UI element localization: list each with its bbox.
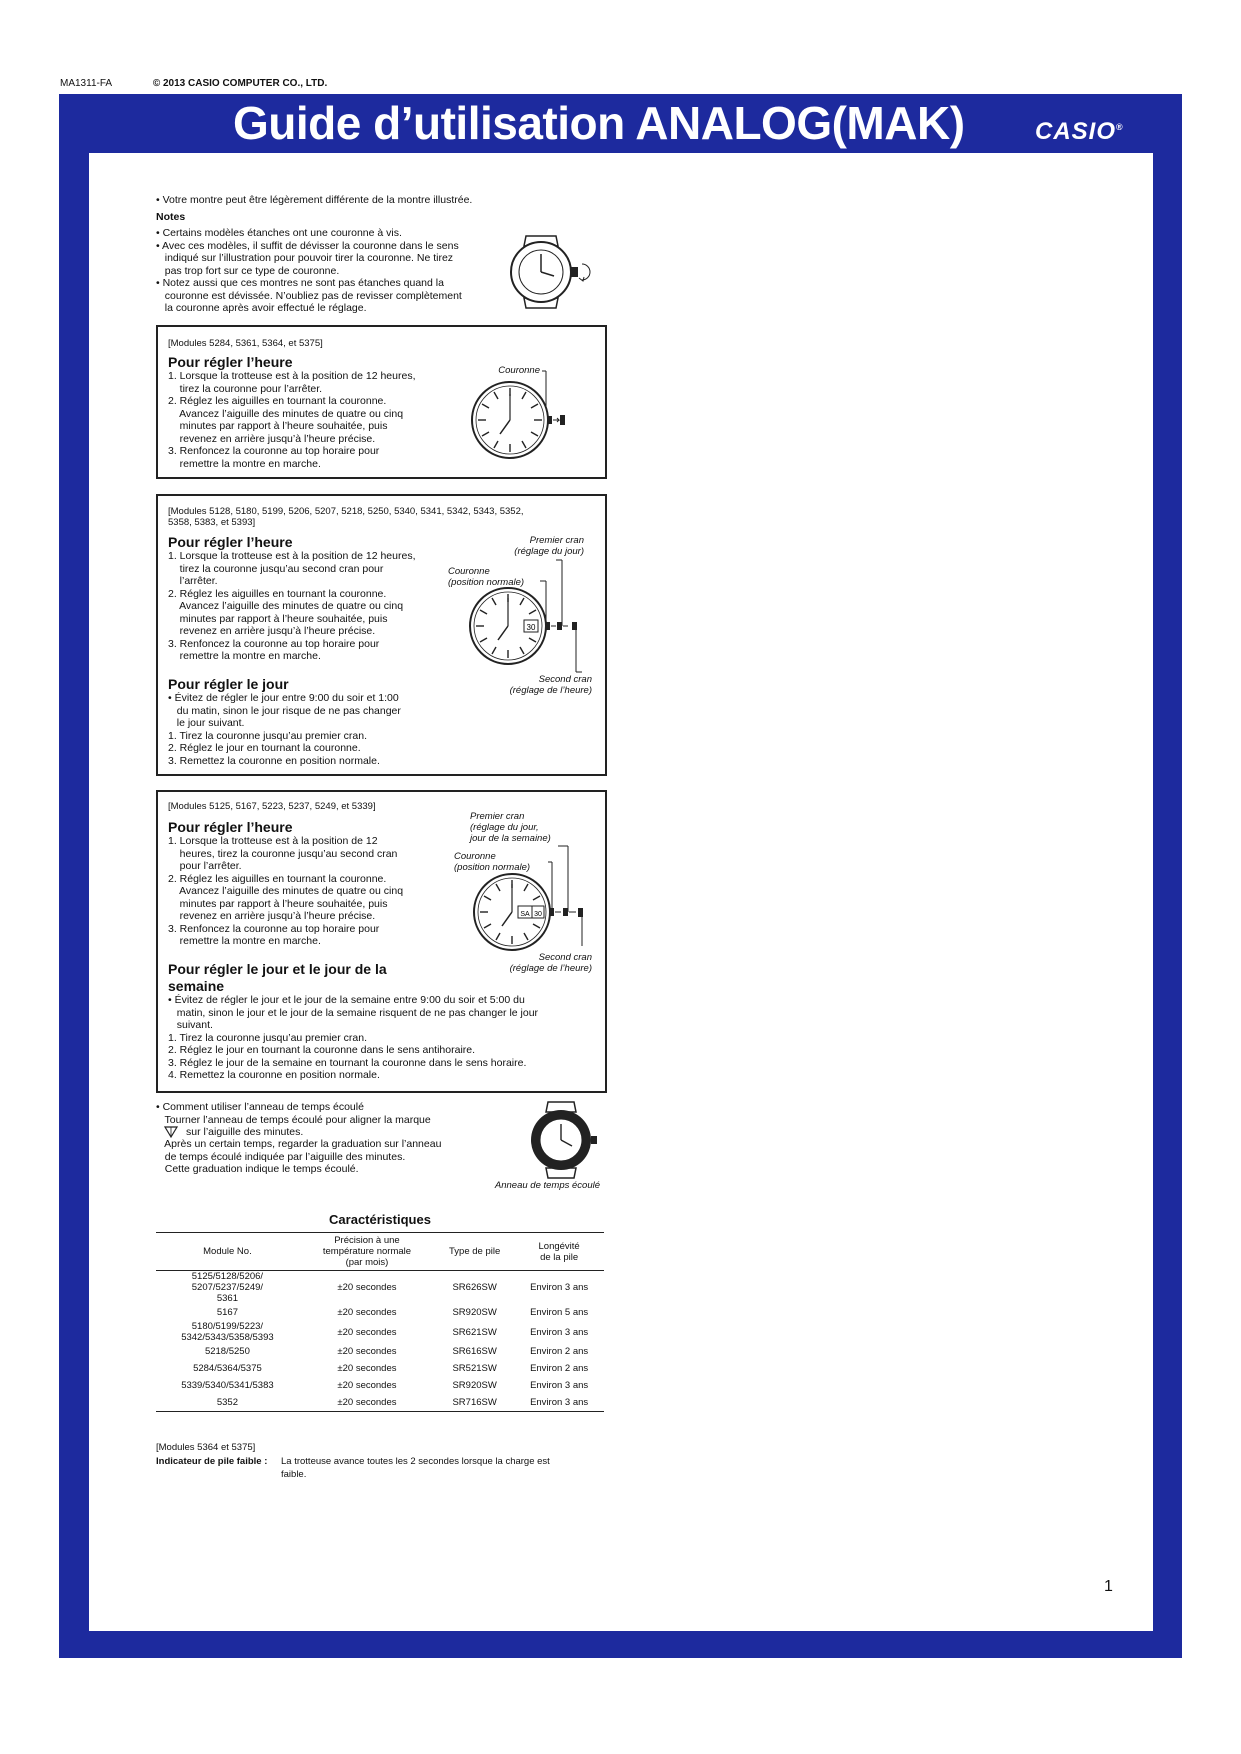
specs-cell: 5180/5199/5223/ 5342/5343/5358/5393 [181, 1321, 274, 1343]
box2-watch-illustration [468, 560, 598, 680]
box2-label-second: Second cran (réglage de l’heure) [509, 674, 592, 696]
specs-row [156, 1377, 604, 1394]
box3-label-second: Second cran (réglage de l’heure) [509, 952, 592, 974]
page-title: Guide d’utilisation ANALOG(MAK) [233, 97, 965, 149]
specs-table [156, 1232, 604, 1412]
bezel-caption: Anneau de temps écoulé [494, 1180, 600, 1191]
specs-row [156, 1304, 604, 1321]
specs-cell: Environ 2 ans [530, 1363, 589, 1374]
box1-watch-illustration [470, 370, 580, 470]
specs-header-row [156, 1233, 604, 1271]
notes-text: • Certains modèles étanches ont une couronne à vis. • Avec ces modèles, il suffit de dévisser la couronne dans le sens indiqué sur l’illustration pour pouvoir tirer la couronne. Ne tirez pas trop fort sur ce type de couronne. • Notez aussi que ces montres ne sont pas étanches quand la couronne est dévissée. N’oubliez pas de revisser complètement la couronne après avoir effectué le réglage. [156, 227, 462, 314]
triangle-mark-icon [164, 1126, 178, 1138]
notes-label: Notes [156, 211, 186, 223]
specs-row [156, 1321, 604, 1343]
specs-cell: SR521SW [452, 1363, 497, 1374]
specs-cell: ±20 secondes [337, 1380, 397, 1391]
box3-heading: Pour régler l’heure [168, 819, 293, 835]
bezel-text-b: sur l’aiguille des minutes. [186, 1126, 304, 1138]
box2-steps: 1. Lorsque la trotteuse est à la position de 12 heures, tirez la couronne jusqu’au second cran pour l’arrêter. 2. Réglez les aiguilles en tournant la couronne. Avancez l’aiguille des minutes de quatre ou cinq minutes par rapport à l’heure souhaitée, puis revenez en arrière jusqu’à l’heure précise. 3. Renfoncez la couronne au top horaire pour remettre la montre en marche. [168, 550, 416, 662]
box1-heading: Pour régler l’heure [168, 354, 293, 370]
specs-row [156, 1360, 604, 1377]
specs-cell: SR920SW [452, 1380, 497, 1391]
intro-bullet: • Votre montre peut être légèrement différente de la montre illustrée. [156, 194, 473, 206]
specs-header-cell: Longévité de la pile [538, 1240, 580, 1263]
specs-cell: Environ 3 ans [530, 1282, 589, 1293]
box3-steps-day: • Évitez de régler le jour et le jour de la semaine entre 9:00 du soir et 5:00 du matin, sinon le jour et le jour de la semaine risquent de ne pas changer le jour suivant. 1. Tirez la couronne jusqu’au premier cran. 2. Réglez le jour en tournant la couronne dans le sens antihoraire. 3. Réglez le jour de la semaine en tournant la couronne dans le sens horaire. 4. Remettez la couronne en position normale. [168, 994, 539, 1081]
box3-steps: 1. Lorsque la trotteuse est à la position de 12 heures, tirez la couronne jusqu’au second cran pour l’arrêter. 2. Réglez les aiguilles en tournant la couronne. Avancez l’aiguille des minutes de quatre ou cinq minutes par rapport à l’heure souhaitée, puis revenez en arrière jusqu’à l’heure précise. 3. Renfoncez la couronne au top horaire pour remettre la montre en marche. [168, 835, 404, 947]
bezel-text-c: Après un certain temps, regarder la graduation sur l’anneau de temps écoulé indiquée par l’aiguille des minutes. Cette graduation indique le temps écoulé. [164, 1138, 442, 1175]
specs-header-cell: Type de pile [449, 1246, 501, 1257]
specs-cell: SR716SW [452, 1397, 497, 1408]
specs-title: Caractéristiques [329, 1212, 431, 1227]
specs-row [156, 1343, 604, 1360]
doc-code: MA1311-FA [60, 78, 113, 89]
casio-logo [1035, 118, 1124, 146]
specs-cell: 5339/5340/5341/5383 [181, 1380, 274, 1391]
bezel-text-a: • Comment utiliser l’anneau de temps écoulé Tourner l’anneau de temps écoulé pour aligner la marque [156, 1101, 431, 1126]
footnote-modules: [Modules 5364 et 5375] [156, 1442, 256, 1453]
specs-cell: 5352 [216, 1397, 238, 1408]
elapsed-bezel-watch-illustration [522, 1100, 602, 1180]
specs-cell: ±20 secondes [337, 1326, 397, 1338]
battery-text: La trotteuse avance toutes les 2 secondes lorsque la charge est faible. [281, 1456, 550, 1480]
specs-cell: 5125/5128/5206/ 5207/5237/5249/ 5361 [191, 1271, 264, 1304]
box1-steps: 1. Lorsque la trotteuse est à la position de 12 heures, tirez la couronne pour l’arrêter. 2. Réglez les aiguilles en tournant la couronne. Avancez l’aiguille des minutes de quatre ou cinq minutes par rapport à l’heure souhaitée, puis revenez en arrière jusqu’à l’heure précise. 3. Renfoncez la couronne au top horaire pour remettre la montre en marche. [168, 370, 416, 470]
box3-date: 30 [534, 911, 542, 918]
specs-cell: Environ 3 ans [530, 1326, 589, 1338]
box3-watch-illustration [468, 846, 598, 956]
specs-cell: ±20 secondes [337, 1397, 397, 1408]
specs-body [156, 1271, 604, 1412]
specs-header [156, 1233, 604, 1271]
specs-cell: Environ 2 ans [530, 1346, 589, 1357]
crown-screw-watch-illustration [506, 232, 616, 312]
box3-heading-day-a: Pour régler le jour et le jour de la [168, 961, 387, 977]
copyright: © 2013 CASIO COMPUTER CO., LTD. [152, 78, 328, 89]
box2-heading: Pour régler l’heure [168, 534, 293, 550]
box3-modules: [Modules 5125, 5167, 5223, 5237, 5249, et 5339] [168, 801, 376, 812]
specs-cell: ±20 secondes [337, 1307, 397, 1318]
box3-day: SA [520, 911, 530, 918]
specs-cell: 5167 [216, 1307, 238, 1318]
brand-name: CASIO [1035, 118, 1117, 145]
box3-label-first: Premier cran (réglage du jour, jour de la semaine) [470, 811, 551, 844]
header-line [60, 78, 327, 89]
specs-cell: SR616SW [452, 1346, 497, 1357]
page-number: 1 [1104, 1578, 1113, 1595]
specs-cell: SR920SW [452, 1307, 497, 1318]
specs-cell: ±20 secondes [337, 1363, 397, 1374]
specs-row [156, 1271, 604, 1305]
box2-modules: [Modules 5128, 5180, 5199, 5206, 5207, 5218, 5250, 5340, 5341, 5342, 5343, 5352, 5358, 5383, et 5393] [168, 506, 524, 528]
box2-steps-day: • Évitez de régler le jour entre 9:00 du soir et 1:00 du matin, sinon le jour risque de ne pas changer le jour suivant. 1. Tirez la couronne jusqu’au premier cran. 2. Réglez le jour en tournant la couronne. 3. Remettez la couronne en position normale. [168, 692, 401, 767]
specs-cell: 5218/5250 [204, 1346, 250, 1357]
specs-cell: Environ 3 ans [530, 1380, 589, 1391]
box1-label-crown: Couronne [498, 365, 540, 376]
box2-date: 30 [526, 623, 536, 632]
specs-header-cell: Module No. [203, 1246, 252, 1257]
specs-cell: SR626SW [452, 1282, 497, 1293]
specs-header-cell: Précision à une température normale (par mois) [322, 1235, 412, 1268]
box2-label-first: Premier cran (réglage du jour) [514, 535, 584, 557]
box3-label-crown: Couronne (position normale) [454, 851, 531, 873]
specs-row [156, 1394, 604, 1412]
registered-mark: ® [1116, 122, 1124, 132]
box1-modules: [Modules 5284, 5361, 5364, et 5375] [168, 338, 323, 349]
box2-label-crown: Couronne (position normale) [448, 566, 525, 588]
box3-heading-day-b: semaine [168, 978, 225, 994]
specs-cell: Environ 3 ans [530, 1397, 589, 1408]
box2-heading-day: Pour régler le jour [168, 676, 289, 692]
specs-cell: SR621SW [452, 1326, 497, 1338]
specs-cell: Environ 5 ans [530, 1307, 589, 1318]
specs-cell: ±20 secondes [337, 1282, 397, 1293]
specs-cell: ±20 secondes [337, 1346, 397, 1357]
specs-cell: 5284/5364/5375 [193, 1363, 262, 1374]
battery-label: Indicateur de pile faible : [156, 1456, 268, 1467]
